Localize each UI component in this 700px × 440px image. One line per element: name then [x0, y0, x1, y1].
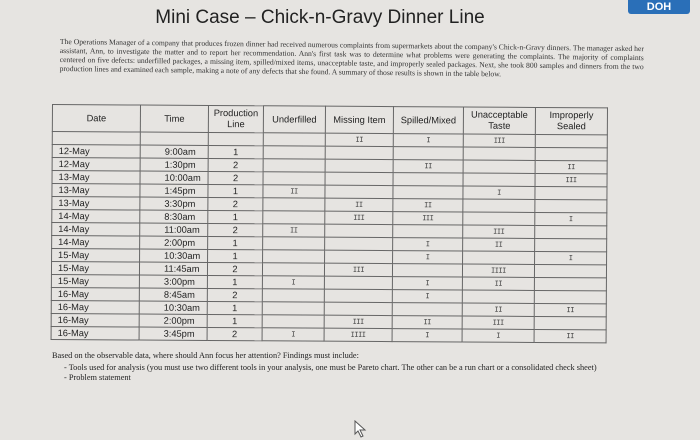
- cell-spilled-mixed: I: [393, 251, 463, 264]
- cell-underfilled: [263, 237, 325, 250]
- cell-production-line: 1: [208, 145, 263, 158]
- cell-improperly-sealed: [534, 277, 606, 290]
- cell-unacceptable-taste: IIII: [462, 264, 534, 277]
- cell-production-line: [208, 132, 263, 145]
- cell-date: 15-May: [51, 262, 139, 276]
- cell-production-line: 2: [208, 171, 263, 184]
- cell-improperly-sealed: III: [535, 173, 607, 186]
- cell-underfilled: [263, 133, 325, 146]
- cell-underfilled: [263, 159, 325, 172]
- cell-time: 11:00am: [140, 223, 208, 236]
- header-spilled-mixed: Spilled/Mixed: [393, 107, 463, 134]
- cell-production-line: 1: [207, 275, 262, 288]
- defect-table: [51, 104, 608, 343]
- cell-missing-item: [325, 185, 393, 198]
- cell-date: 14-May: [52, 210, 140, 224]
- cell-improperly-sealed: [535, 147, 607, 160]
- cell-underfilled: I: [262, 328, 324, 341]
- cell-time: 10:30am: [140, 249, 208, 262]
- cell-missing-item: [324, 276, 392, 289]
- cell-spilled-mixed: I: [392, 329, 462, 342]
- cell-underfilled: [263, 198, 325, 211]
- cell-underfilled: [263, 250, 325, 263]
- cell-missing-item: II: [325, 133, 393, 146]
- cell-improperly-sealed: [534, 316, 606, 329]
- cell-missing-item: III: [324, 315, 392, 328]
- cell-spilled-mixed: I: [392, 277, 462, 290]
- cell-spilled-mixed: [392, 264, 462, 277]
- cell-date: [52, 132, 140, 146]
- cell-underfilled: II: [263, 185, 325, 198]
- cell-time: 3:30pm: [140, 197, 208, 210]
- cell-unacceptable-taste: I: [463, 186, 535, 199]
- cell-date: 12-May: [52, 145, 140, 159]
- cell-production-line: 1: [208, 184, 263, 197]
- header-missing-item: Missing Item: [325, 106, 393, 133]
- findings-list: [62, 363, 652, 384]
- cell-improperly-sealed: [534, 264, 606, 277]
- cell-unacceptable-taste: II: [463, 238, 535, 251]
- cell-unacceptable-taste: I: [462, 329, 534, 342]
- page-title: Mini Case – Chick-n-Gravy Dinner Line: [155, 7, 485, 28]
- cell-missing-item: II: [325, 198, 393, 211]
- cell-unacceptable-taste: [463, 212, 535, 225]
- cell-missing-item: [325, 172, 393, 185]
- cell-missing-item: [325, 146, 393, 159]
- cell-underfilled: I: [262, 276, 324, 289]
- cell-improperly-sealed: II: [534, 303, 606, 316]
- cell-spilled-mixed: [392, 303, 462, 316]
- cell-time: 2:00pm: [139, 314, 207, 327]
- cell-spilled-mixed: [393, 147, 463, 160]
- cell-date: 16-May: [51, 287, 139, 301]
- cell-missing-item: III: [324, 263, 392, 276]
- cell-spilled-mixed: II: [393, 199, 463, 212]
- cell-date: 12-May: [52, 158, 140, 172]
- cell-unacceptable-taste: II: [462, 303, 534, 316]
- cell-time: 10:30am: [139, 301, 207, 314]
- cell-spilled-mixed: [393, 225, 463, 238]
- header-time: Time: [140, 105, 208, 132]
- table-header-row: [52, 105, 607, 135]
- table-row: [51, 326, 606, 342]
- cell-production-line: 2: [208, 158, 263, 171]
- cell-spilled-mixed: I: [392, 290, 462, 303]
- cell-time: 11:45am: [139, 262, 207, 275]
- cell-time: 10:00am: [140, 171, 208, 184]
- cell-spilled-mixed: II: [393, 160, 463, 173]
- cell-production-line: 2: [208, 197, 263, 210]
- cell-improperly-sealed: [534, 290, 606, 303]
- cell-missing-item: [325, 224, 393, 237]
- cell-missing-item: [325, 159, 393, 172]
- cell-improperly-sealed: [535, 225, 607, 238]
- question-section: [52, 351, 652, 384]
- cell-production-line: 2: [208, 223, 263, 236]
- cell-time: 1:45pm: [140, 184, 208, 197]
- cell-underfilled: [263, 172, 325, 185]
- cell-improperly-sealed: I: [535, 212, 607, 225]
- cell-production-line: 2: [207, 262, 262, 275]
- cell-time: 8:45am: [139, 288, 207, 301]
- cell-production-line: 2: [207, 327, 262, 340]
- cell-improperly-sealed: II: [534, 329, 606, 342]
- cell-production-line: 1: [208, 249, 263, 262]
- question-text: Based on the observable data, where should Ann focus her attention? Findings must include:: [52, 351, 359, 360]
- cell-missing-item: [324, 289, 392, 302]
- cell-underfilled: [263, 146, 325, 159]
- cell-underfilled: [263, 211, 325, 224]
- cell-date: 14-May: [52, 223, 140, 237]
- cell-unacceptable-taste: II: [462, 277, 534, 290]
- cell-production-line: 2: [207, 288, 262, 301]
- cell-improperly-sealed: [535, 199, 607, 212]
- cell-missing-item: III: [325, 211, 393, 224]
- cell-time: 9:00am: [140, 145, 208, 158]
- cell-unacceptable-taste: [463, 147, 535, 160]
- cell-date: 13-May: [52, 184, 140, 198]
- cell-missing-item: [325, 250, 393, 263]
- cell-underfilled: [262, 315, 324, 328]
- cell-missing-item: [325, 237, 393, 250]
- cell-time: 8:30am: [140, 210, 208, 223]
- cell-underfilled: [262, 302, 324, 315]
- cell-unacceptable-taste: [463, 199, 535, 212]
- intro-paragraph: The Operations Manager of a company that produces frozen dinner had received numerous complaints from supermarkets about the company's Chick-n-Gravy dinners. The manager asked her assistant, Ann, to investigate the matter and to report her recommendation. Ann's first task was to determine what problems were generating the complaints. The majority of complaints centered on five defects: underfilled packages, a missing item, spilled/mixed items, unacceptable taste, and improperly sealed packages. Next, she took 800 samples and dinners from the two production lines and examined each sample, making a note of any defects that she found. A summary of those results is shown in the table below.: [59, 37, 644, 79]
- findings-bullet: - Problem statement: [64, 373, 131, 382]
- findings-bullet-text: Problem statement: [68, 373, 131, 382]
- pointer-cursor-icon: [353, 420, 367, 438]
- cell-improperly-sealed: II: [535, 160, 607, 173]
- header-unacceptable-taste: Unacceptable Taste: [463, 107, 535, 134]
- cell-date: 16-May: [51, 300, 139, 314]
- header-improperly-sealed: Improperly Sealed: [535, 107, 607, 134]
- cell-date: 14-May: [52, 236, 140, 250]
- cell-time: 2:00pm: [140, 236, 208, 249]
- cell-date: 16-May: [51, 313, 139, 327]
- cell-time: 3:45pm: [139, 327, 207, 340]
- findings-bullet: - Tools used for analysis (you must use two different tools in your analysis, one must be Pareto chart. The other can be a run chart or a consolidated check sheet): [64, 362, 597, 372]
- cell-date: 16-May: [51, 326, 139, 340]
- corner-tab[interactable]: DOH: [628, 0, 690, 14]
- cell-date: 13-May: [52, 171, 140, 185]
- cell-time: [140, 132, 208, 145]
- cell-unacceptable-taste: [462, 290, 534, 303]
- cell-time: 3:00pm: [139, 275, 207, 288]
- cell-time: 1:30pm: [140, 158, 208, 171]
- cell-production-line: 1: [207, 301, 262, 314]
- cell-underfilled: [262, 263, 324, 276]
- cell-spilled-mixed: III: [393, 212, 463, 225]
- cell-spilled-mixed: [393, 186, 463, 199]
- cell-date: 13-May: [52, 197, 140, 211]
- cell-underfilled: [262, 289, 324, 302]
- cell-missing-item: [324, 302, 392, 315]
- cell-improperly-sealed: I: [535, 251, 607, 264]
- header-production-line: Production Line: [208, 105, 263, 132]
- cell-production-line: 1: [208, 210, 263, 223]
- cell-improperly-sealed: [535, 238, 607, 251]
- cell-production-line: 1: [208, 236, 263, 249]
- cell-improperly-sealed: [535, 186, 607, 199]
- cell-unacceptable-taste: [463, 251, 535, 264]
- cell-date: 15-May: [52, 249, 140, 263]
- cell-spilled-mixed: I: [393, 134, 463, 147]
- cell-spilled-mixed: [393, 173, 463, 186]
- cell-unacceptable-taste: III: [463, 134, 535, 147]
- cell-unacceptable-taste: [463, 160, 535, 173]
- cell-unacceptable-taste: III: [463, 225, 535, 238]
- findings-bullet-text: Tools used for analysis (you must use two different tools in your analysis, one must be Pareto chart. The other can be a run chart or a consolidated check sheet): [68, 362, 597, 372]
- cell-production-line: 1: [207, 314, 262, 327]
- cell-improperly-sealed: [535, 134, 607, 147]
- header-underfilled: Underfilled: [263, 106, 325, 133]
- cell-spilled-mixed: I: [393, 238, 463, 251]
- cell-spilled-mixed: II: [392, 316, 462, 329]
- cell-unacceptable-taste: III: [462, 316, 534, 329]
- cell-missing-item: IIII: [324, 328, 392, 341]
- cell-underfilled: II: [263, 224, 325, 237]
- cell-date: 15-May: [51, 274, 139, 288]
- header-date: Date: [52, 105, 140, 133]
- cell-unacceptable-taste: [463, 173, 535, 186]
